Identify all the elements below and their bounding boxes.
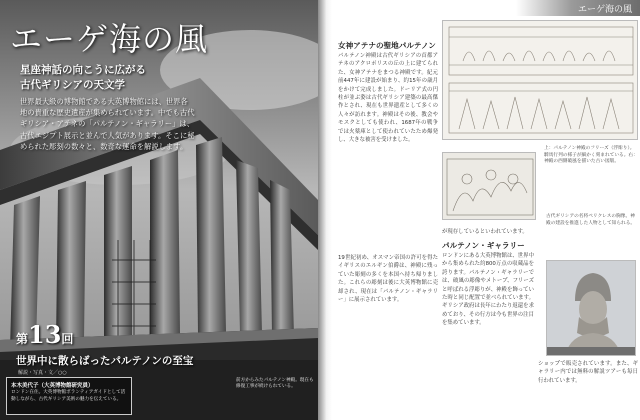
bust-caption: 古代ギリシアの名将ペリクレスの胸像。神殿の建設を推進した人物として知られる。: [546, 214, 636, 226]
relief-illustration: [442, 152, 536, 220]
issue-number: [16, 320, 73, 349]
right-page: [332, 0, 640, 420]
feature-lead: 世界最大級の博物館である大英博物館には、世界各地の貴重な歴史遺産が集められています。中でも古代ギリシア・アテネの「パルテノン・ギャラリー」は、古代エジプト展示と並んで人気があります。そこに秘められた彫刻の数々と、数奇な運命を解説します。: [20, 97, 195, 151]
pericles-bust-photo: [546, 260, 636, 356]
running-head: [516, 0, 640, 16]
author-name: 本木美代子（大英博物館研究員）: [11, 383, 94, 389]
body-column-1-continued: 19世紀初め、オスマン帝国の許可を得たイギリスのエルギン伯爵は、神殿に残っていた彫刻の多くを本国へ持ち帰りました。これらの彫刻は後に大英博物館に売却され、現在は「パルテノン・ギャラリー」に展示されています。: [338, 255, 438, 304]
article-credit: 解説・写真・文／○○: [18, 370, 67, 376]
body-column-2-intro: が現存しているといわれています。: [442, 229, 528, 235]
photo-caption: 前方からみたパルテノン神殿。現在も修復工事が続けられている。: [236, 378, 314, 390]
section-title-gallery: パルテノン・ギャラリー: [442, 241, 525, 250]
author-profile-box: [6, 377, 132, 415]
article-heading: 世界中に散らばったパルテノンの至宝: [16, 355, 194, 367]
body-column-3: ショップで販売されています。また、ギャラリー内では無料の解説ツアーも毎日行われています。: [538, 361, 638, 384]
frieze-illustration: [442, 20, 638, 140]
section-title-parthenon: 女神アテナの聖地パルテノン: [338, 41, 436, 50]
issue-suffix: 回: [61, 332, 74, 346]
author-bio: ロンドン在住。大英博物館ボランティアガイドとして活動しながら、古代ギリシア美術の魅力を伝えている。: [11, 390, 126, 402]
body-column-1: パルテノン神殿は古代ギリシアの首都アテネのアクロポリスの丘の上に建てられた、女神アテナをまつる神殿です。紀元前447年に建設が始まり、約15年の歳月をかけて完成しました。ドーリア式の円柱が並ぶ姿は古代ギリシア建築の最高傑作とされ、現在も世界遺産として多くの人々が訪れます。神殿はその後、教会やモスクとしても使われ、1687年の戦争では火薬庫として使われていたため爆発し、大きな被害を受けました。: [338, 53, 438, 144]
frieze-caption: 上：パルテノン神殿のフリーズ（浮彫り）。騎馬行列の様子が細かく刻まれている。右：神殿の西側破風を描いた古い図版。: [544, 146, 638, 165]
left-page: [0, 0, 318, 420]
body-column-2: ロンドンにある大英博物館は、世界中から集められた約800万点の収蔵品を誇ります。パルテノン・ギャラリーでは、破風の彫像やメトープ、フリーズと呼ばれる浮彫りが、神殿を飾っていた時と同じ配置で並べられています。ギリシア政府は長年にわたり返還を求めており、その行方は今も世界の注目を集めています。: [442, 253, 534, 327]
feature-subtitle: 星座神話の向こうに広がる 古代ギリシアの天文学: [20, 64, 146, 91]
issue-prefix: 第: [16, 332, 29, 346]
page-gutter: [318, 0, 332, 420]
issue-value: 13: [28, 320, 62, 349]
running-head-text: エーゲ海の風: [577, 5, 632, 15]
feature-title: エーゲ海の風: [10, 20, 209, 58]
